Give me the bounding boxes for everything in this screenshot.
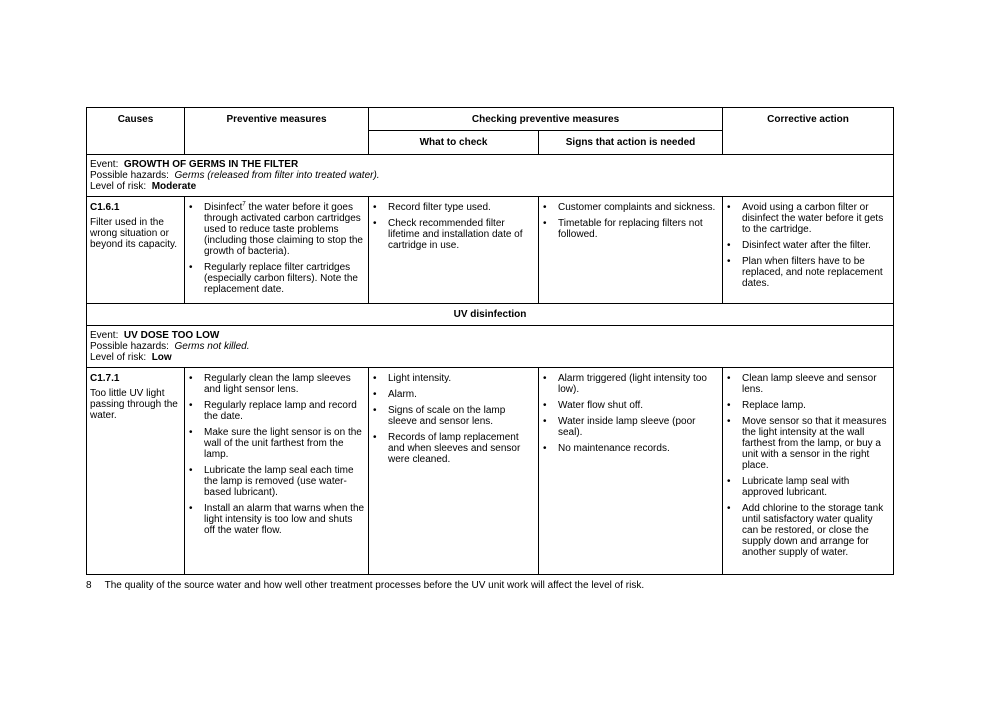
header-signs: Signs that action is needed — [539, 131, 723, 155]
list-item: • Water inside lamp sleeve (poor seal). — [558, 416, 719, 438]
list-item: • Make sure the light sensor is on the wall of the unit farthest from the lamp. — [204, 427, 365, 460]
cause-cell — [87, 368, 185, 575]
list-item: • Timetable for replacing filters not followed. — [558, 218, 719, 240]
risk-table — [86, 107, 894, 575]
list-item: • Records of lamp replacement and when sleeves and sensor were cleaned. — [388, 432, 535, 465]
list-item: • Light intensity. — [388, 373, 535, 384]
list-item: • Add chlorine to the storage tank until satisfactory water quality can be restored, or close the supply down and arrange for another supply of water. — [742, 503, 890, 558]
header-preventive: Preventive measures — [185, 108, 369, 155]
footnote-text: The quality of the source water and how well other treatment processes before the UV unit work will affect the level of risk. — [104, 580, 645, 591]
list-item: • Lubricate lamp seal with approved lubricant. — [742, 476, 890, 498]
cause-code: C1.7.1 — [90, 373, 120, 384]
header-corrective: Corrective action — [723, 108, 894, 155]
header-what-to-check: What to check — [369, 131, 539, 155]
list-item: • Customer complaints and sickness. — [558, 202, 719, 213]
list-item: • Replace lamp. — [742, 400, 890, 411]
list-item: • Regularly replace lamp and record the date. — [204, 400, 365, 422]
section-uv-disinfection: UV disinfection — [87, 304, 894, 326]
table-row — [87, 197, 894, 304]
table-row — [87, 368, 894, 575]
list-item: • Water flow shut off. — [558, 400, 719, 411]
footnote-number: 8 — [86, 580, 92, 591]
list-item: • Regularly clean the lamp sleeves and light sensor lens. — [204, 373, 365, 395]
list-item: • Check recommended filter lifetime and installation date of cartridge in use. — [388, 218, 535, 251]
cause-text: Too little UV light passing through the water. — [90, 388, 178, 421]
cause-code: C1.6.1 — [90, 202, 120, 213]
list-item: • No maintenance records. — [558, 443, 719, 454]
footnote — [86, 580, 644, 591]
list-item: • Disinfect$^7$ the water before it goes through activated carbon cartridges used to reduce taste problems (including those claiming to stop the growth of bacteria). — [204, 202, 365, 257]
header-checking: Checking preventive measures — [369, 108, 723, 131]
list-item: • Install an alarm that warns when the light intensity is too low and shuts off the water flow. — [204, 503, 365, 536]
check-cell — [369, 368, 539, 575]
list-item: • Clean lamp sleeve and sensor lens. — [742, 373, 890, 395]
preventive-cell — [185, 197, 369, 304]
header-causes: Causes — [87, 108, 185, 155]
corrective-cell — [723, 368, 894, 575]
signs-cell — [539, 368, 723, 575]
list-item: • Alarm. — [388, 389, 535, 400]
list-item: • Plan when filters have to be replaced, and note replacement dates. — [742, 256, 890, 289]
list-item: • Regularly replace filter cartridges (especially carbon filters). Note the replacement date. — [204, 262, 365, 295]
corrective-cell — [723, 197, 894, 304]
list-item: • Lubricate the lamp seal each time the lamp is removed (use water-based lubricant). — [204, 465, 365, 498]
cause-text: Filter used in the wrong situation or beyond its capacity. — [90, 217, 178, 250]
signs-cell — [539, 197, 723, 304]
event-growth-germs: Event: GROWTH OF GERMS IN THE FILTER Possible hazards: Germs (released from filter into treated water). Level of risk: Moderate — [87, 155, 894, 197]
list-item: • Avoid using a carbon filter or disinfect the water before it gets to the cartridge. — [742, 202, 890, 235]
list-item: • Move sensor so that it measures the light intensity at the wall farthest from the lamp, or buy a unit with a sensor in the right place. — [742, 416, 890, 471]
list-item: • Record filter type used. — [388, 202, 535, 213]
cause-cell — [87, 197, 185, 304]
check-cell — [369, 197, 539, 304]
event-uv-dose: Event: UV DOSE TOO LOW Possible hazards: Germs not killed. Level of risk: Low — [87, 326, 894, 368]
list-item: • Disinfect water after the filter. — [742, 240, 890, 251]
preventive-cell — [185, 368, 369, 575]
list-item: • Alarm triggered (light intensity too low). — [558, 373, 719, 395]
list-item: • Signs of scale on the lamp sleeve and sensor lens. — [388, 405, 535, 427]
